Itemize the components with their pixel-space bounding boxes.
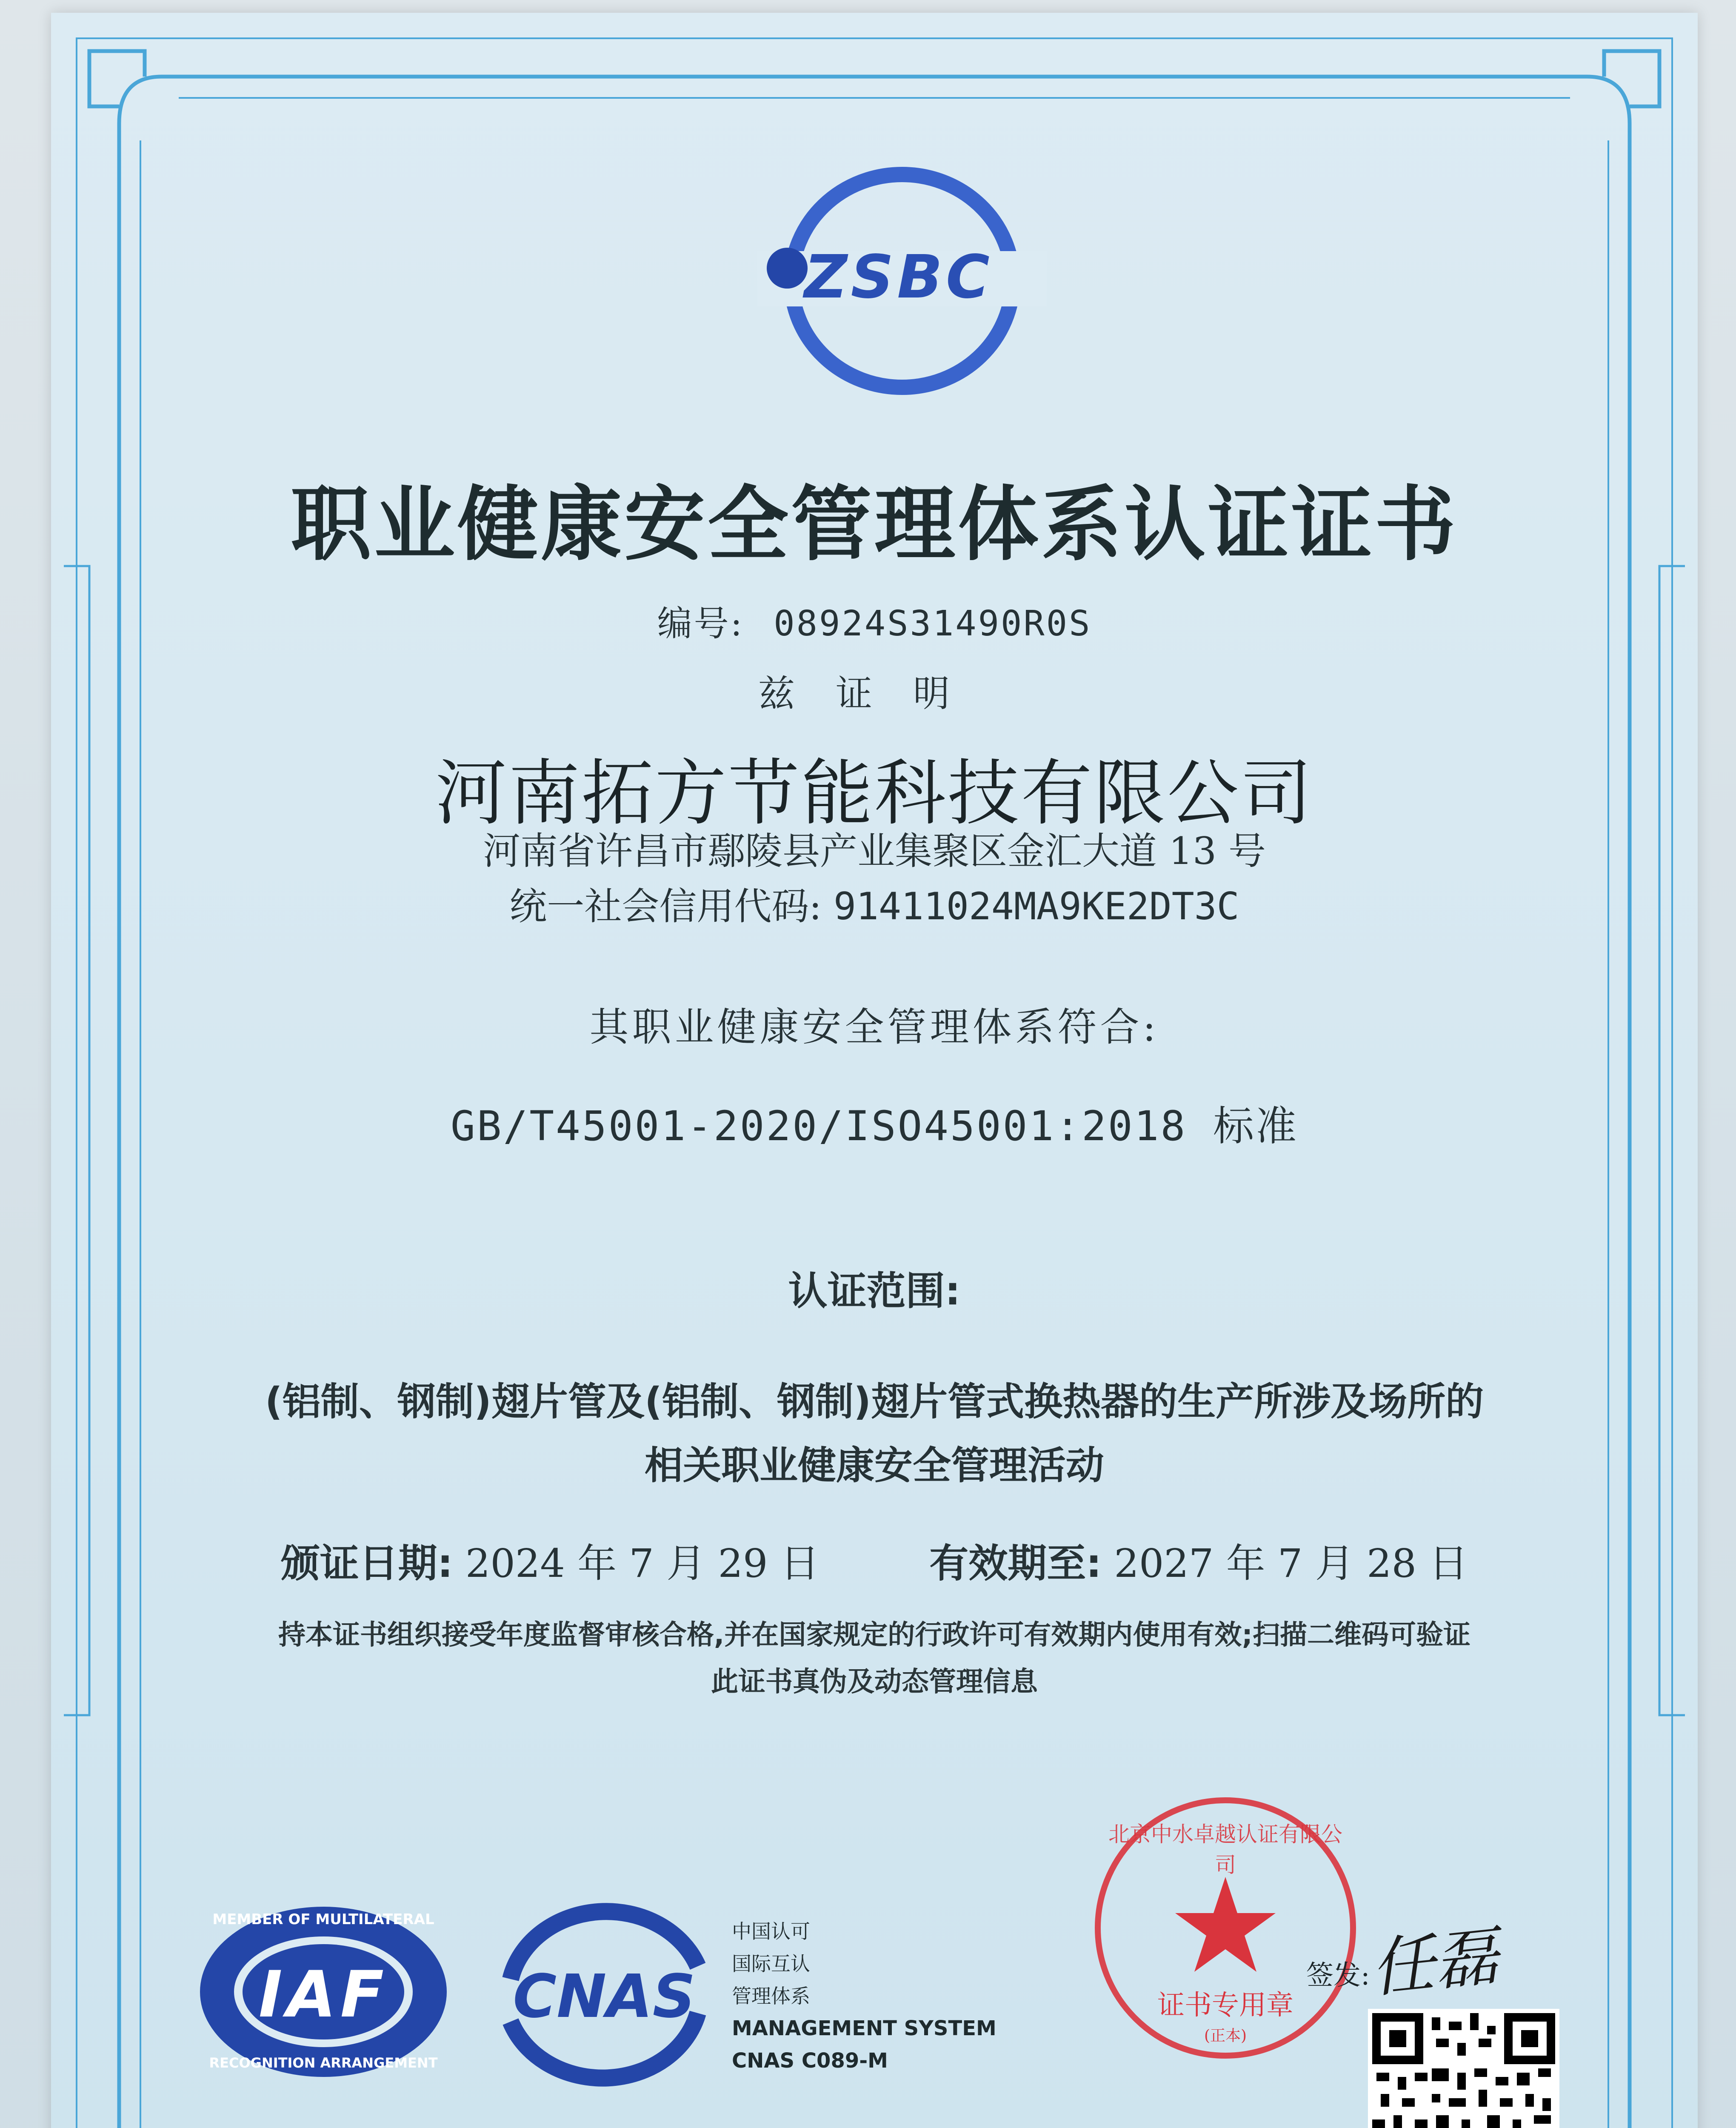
- conforms-text: 其职业健康安全管理体系符合:: [589, 1004, 1159, 1050]
- credit-code-label: 统一社会信用代码:: [509, 884, 822, 928]
- issue-date-label: 颁证日期:: [280, 1541, 453, 1586]
- cnas-text: CNAS: [513, 1962, 696, 2031]
- credit-code-value: 91411024MA9KE2DT3C: [833, 884, 1239, 928]
- iaf-text: IAF: [258, 1958, 388, 2032]
- seal-center-text: 证书专用章: [1157, 1990, 1293, 2021]
- signature: 任磊: [1367, 1919, 1502, 2007]
- company-name: 河南拓方节能科技有限公司: [435, 752, 1313, 835]
- accreditation-line: 国际互认: [732, 1952, 810, 1975]
- iaf-ring-top: MEMBER OF MULTILATERAL: [212, 1911, 434, 1928]
- certify-text: 兹证明: [758, 672, 991, 715]
- iaf-ring-bottom: RECOGNITION ARRANGEMENT: [209, 2055, 438, 2071]
- scope-label: 认证范围:: [788, 1268, 961, 1314]
- zsbc-logo-text: ZSBC: [804, 243, 993, 312]
- valid-until-value: 2027 年 7 月 28 日: [1114, 1541, 1468, 1586]
- official-seal: [1089, 1792, 1362, 2064]
- accreditation-line: 中国认可: [732, 1920, 810, 1943]
- accreditation-line: 管理体系: [732, 1985, 810, 2008]
- issue-date-value: 2024 年 7 月 29 日: [465, 1541, 819, 1586]
- certificate-number: [51, 596, 1698, 646]
- certificate: [51, 13, 1698, 2128]
- note-line: 持本证书组织接受年度监督审核合格,并在国家规定的行政许可有效期内使用有效;扫描二维码可验证: [278, 1619, 1470, 1651]
- cnas-logo: [485, 1894, 723, 2094]
- iaf-logo: [196, 1902, 451, 2081]
- certificate-title: 职业健康安全管理体系认证证书: [290, 478, 1458, 572]
- signed-label: 签发:: [1306, 1960, 1370, 1991]
- scope-line: (铝制、钢制)翅片管及(铝制、钢制)翅片管式换热器的生产所涉及场所的: [265, 1379, 1484, 1424]
- seal-bottom-text: (正本): [1204, 2027, 1247, 2045]
- qr-code: [1368, 2009, 1559, 2128]
- qr-code-icon: [1372, 2013, 1555, 2128]
- accreditation-line: MANAGEMENT SYSTEM: [732, 2016, 996, 2040]
- credit-code: [51, 877, 1698, 930]
- note-line: 此证书真伪及动态管理信息: [711, 1666, 1038, 1698]
- standard-text: GB/T45001-2020/ISO45001:2018 标准: [450, 1102, 1299, 1150]
- valid-until-label: 有效期至:: [929, 1541, 1102, 1586]
- dates-row: [51, 1532, 1698, 1588]
- accreditation-text: [732, 1915, 996, 2077]
- number-value: 08924S31490R0S: [774, 604, 1092, 644]
- accreditation-line: CNAS C089-M: [732, 2049, 888, 2073]
- zsbc-logo: [698, 162, 1072, 400]
- number-label: 编号:: [657, 604, 744, 644]
- company-address: 河南省许昌市鄢陵县产业集聚区金汇大道 13 号: [483, 829, 1266, 873]
- scope-line: 相关职业健康安全管理活动: [645, 1443, 1104, 1488]
- seal-ring-text: 北京中水卓越认证有限公司: [1108, 1822, 1342, 1877]
